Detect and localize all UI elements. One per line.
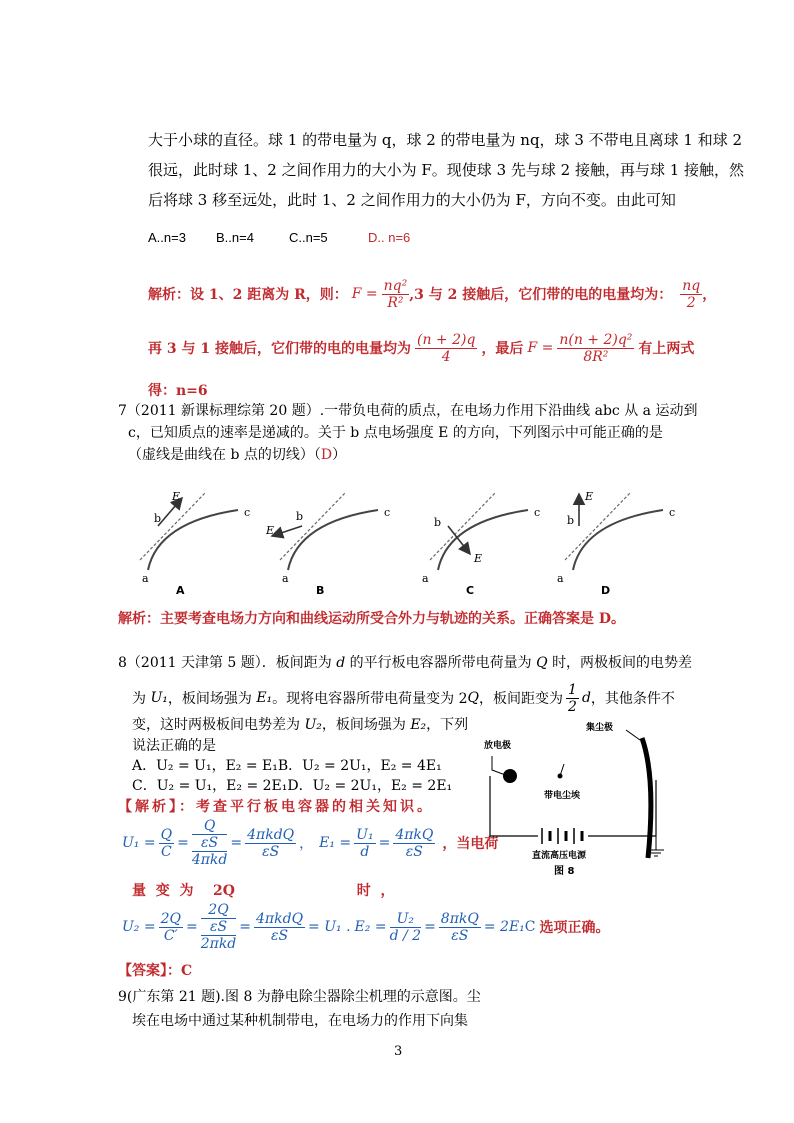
label-c-d: c: [669, 506, 676, 519]
power-label: 直流高压电源: [532, 851, 587, 861]
caption-c: C: [466, 584, 475, 597]
collector-electrode: [642, 738, 651, 858]
discharge-electrode-label: 放电极: [484, 741, 512, 751]
label-E-c: E: [474, 552, 483, 565]
label-c-c: c: [534, 506, 541, 519]
intro-line-2: 很远，此时球 1、2 之间作用力的大小为 F。现使球 3 先与球 2 接触，再与球 1 接触，然: [148, 161, 745, 179]
q6-sol-text-c: 再 3 与 1 接触后，它们带的电的电量均为: [148, 341, 411, 357]
option-c: C..n=5: [289, 230, 328, 245]
q8-options-ab: A．U₂ = U₁，E₂ = E₁B．U₂ = 2U₁，E₂ = 4E₁: [132, 758, 442, 774]
caption-b: B: [316, 584, 325, 597]
label-c-a: c: [244, 506, 251, 519]
label-b-d: b: [567, 514, 575, 527]
q8-solution-head: 【解析】：考查平行板电容器的相关知识。: [118, 799, 434, 815]
figure-a: [140, 490, 250, 597]
figure-d: [557, 490, 675, 597]
q8-line-4: 说法正确的是: [132, 738, 216, 754]
fraction-nq2-R2: $\frac{\text{nq²}}{\text{R²}}$: [383, 277, 408, 311]
q7-figures: [118, 482, 678, 598]
label-b-c: b: [434, 516, 442, 529]
fraction-final: $\frac{\text{n(n + 2)q²}}{\text{8R²}}$: [559, 331, 633, 365]
page-number: 3: [394, 1044, 403, 1059]
q7-line-2: c，已知质点的速率是递减的。关于 b 点电场强度 E 的方向，下列图示中可能正确的是: [128, 425, 663, 441]
fraction-half: $\frac{1}{2}$: [568, 681, 577, 715]
circuit-right: [588, 780, 656, 836]
figure-b: [265, 492, 390, 597]
q8-line-1: 8（2011 天津第 5 题）．板间距为 d 的平行板电容器所带电荷量为 Q 时，两极板间的电势差: [118, 655, 693, 671]
label-E-b: E: [266, 524, 275, 537]
q8-formula-1: U₁ = $\frac{Q}{C}$ = Q εS 4πkd = $\frac{\text{4πkdQ}}{\varepsilon S}$ ， E₁ = $\frac{\text{U₁}}{d}$ = $\frac{\text{4πkQ}}{\varepsilon S}$ ，当电荷: [122, 818, 499, 868]
label-b-b: b: [296, 510, 304, 523]
label-a-d: a: [557, 572, 564, 585]
label-E-a: E: [172, 490, 181, 503]
caption-d: D: [601, 584, 611, 597]
q9-line-2: 埃在电场中通过某种机制带电，在电场力的作用下向集: [132, 1013, 468, 1029]
q6-sol-text-a: 解析：设 1、2 距离为 R，则：: [148, 287, 348, 303]
q7-solution: 解析：主要考查电场力方向和曲线运动所受合外力与轨迹的关系。正确答案是 D。: [118, 611, 626, 627]
q6-sol-text-b: ,3 与 2 接触后，它们带的电的电量均为：: [409, 287, 673, 303]
fraction-n2q-4: $\frac{(n + 2)q}{4}$: [416, 331, 476, 365]
q6-sol-text-d: ，最后: [481, 341, 524, 357]
battery-icon: [542, 828, 582, 844]
q7-line-1: 7（2011 新课标理综第 20 题）.一带负电荷的质点，在电场力作用下沿曲线 abc 从 a 运动到: [118, 403, 698, 419]
discharge-electrode: [503, 769, 517, 783]
q7-line-3: （虚线是曲线在 b 点的切线）（D）: [128, 447, 347, 463]
q8-options-cd: C．U₂ = U₁，E₂ = 2E₁D．U₂ = 2U₁，E₂ = 2E₁: [132, 778, 453, 794]
circuit-left: [490, 776, 538, 836]
figure-c: [422, 492, 540, 597]
intro-line-3: 后将球 3 移至远处，此时 1、2 之间作用力的大小仍为 F，方向不变。由此可知: [148, 191, 676, 209]
q8-answer: 【答案】：C: [118, 963, 193, 979]
option-b: B..n=4: [216, 230, 254, 245]
dust-label: 带电尘埃: [544, 791, 581, 801]
q6-F-label: F =: [351, 286, 378, 302]
q6-F-label-2: F =: [527, 340, 554, 356]
q8-formula-2: U₂ = $\frac{2Q}{C'}$ = 2Q εS 2πkd = $\frac{\text{4πkdQ}}{\varepsilon S}$ = U₁ . E₂ = $\frac{\text{U₂}}{d / 2}$ = $\frac{\text{8πkQ}}{\varepsilon S}$ = 2E₁ C 选项正确。: [122, 902, 610, 952]
q8-line-3: 变，这时两极板间电势差为 U₂，板间场强为 E₂，下列: [132, 717, 469, 733]
q8-line-2: 为 U₁ ，板间场强为 E₁ 。现将电容器所带电荷量变为 2 Q ，板间距变为 $\frac{1}{2}$ d ，其他条件不: [132, 681, 675, 715]
label-b-a: b: [154, 512, 162, 525]
figure-8: [478, 718, 678, 878]
label-a-b: a: [282, 572, 289, 585]
q9-line-1: 9(广东第 21 题).图 8 为静电除尘器除尘机理的示意图。尘: [118, 989, 481, 1005]
label-a-c: a: [422, 572, 429, 585]
q7-answer: D: [320, 447, 333, 463]
fraction-nq-2: $\frac{nq}{2}$: [682, 277, 701, 311]
collector-electrode-label: 集尘极: [586, 723, 614, 733]
q6-solution-line-2: [148, 326, 694, 370]
label-a-a: a: [142, 572, 149, 585]
caption-a: A: [176, 584, 185, 597]
label-c-b: c: [384, 506, 391, 519]
q8-solution-line-2: 量 变 为 2Q 时 ，: [132, 883, 395, 899]
q6-solution-line-1: 解析：设 1、2 距离为 R，则： F = $\frac{\text{nq²}}{\text{R²}}$ ,3 与 2 接触后，它们带的电的电量均为： $\frac{nq}{2}$ ，: [148, 277, 717, 311]
intro-line-1: 大于小球的直径。球 1 的带电量为 q，球 2 的带电量为 nq，球 3 不带电且离球 1 和球 2: [148, 131, 743, 149]
q6-sol-text-e: 有上两式: [638, 341, 695, 357]
option-a: A..n=3: [148, 230, 186, 245]
option-d: D.. n=6: [368, 230, 411, 245]
figure-8-caption: 图 8: [554, 866, 575, 877]
q6-solution-result: 得：n=6: [148, 383, 208, 399]
collector-pointer: [626, 730, 640, 740]
label-E-d: E: [585, 490, 594, 503]
